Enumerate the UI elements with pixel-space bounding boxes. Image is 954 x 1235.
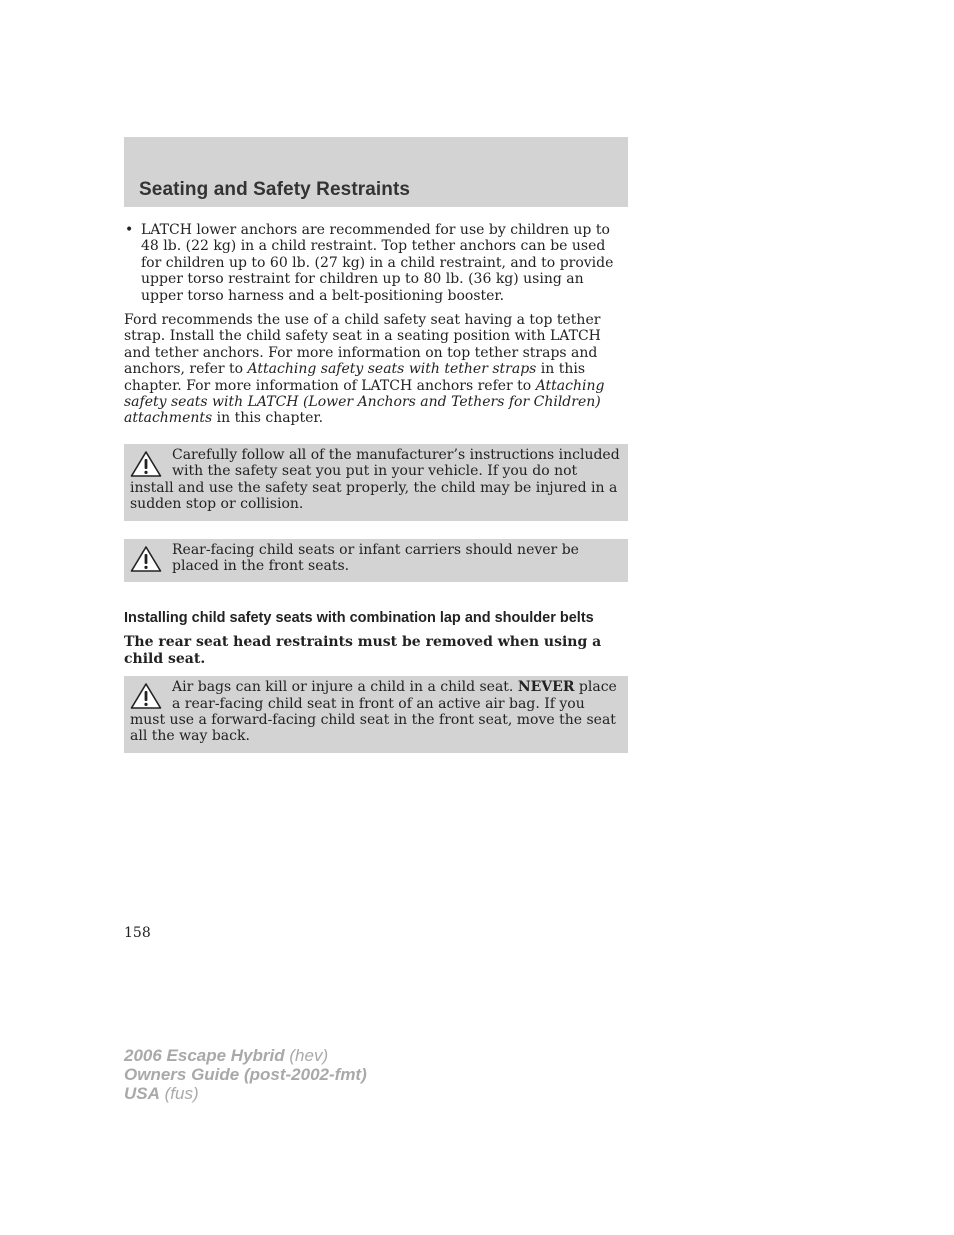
page-content — [124, 222, 628, 771]
warning-box-rear-facing — [124, 539, 628, 583]
page-number: 158 — [124, 925, 151, 941]
footer-model-code: (hev) — [284, 1046, 329, 1065]
footer-model: 2006 Escape Hybrid — [124, 1046, 285, 1065]
warning-text-part: place a rear-facing child seat in front of an active air bag. If you must use a forward-facing child seat in the front seat, move the seat all the way back. — [130, 679, 617, 745]
warning-emphasis: NEVER — [517, 679, 575, 696]
bullet-dot: • — [125, 222, 134, 238]
section-header-band — [124, 137, 628, 207]
warning-text: Carefully follow all of the manufacturer’s instructions included with the safety seat you put in your vehicle. If you do not install and use the safety seat properly, the child may be injured in a sudden stop or collision. — [130, 446, 620, 513]
head-restraint-note: The rear seat head restraints must be removed when using a child seat. — [124, 634, 602, 667]
warning-box-manufacturer — [124, 444, 628, 521]
subsection-heading: Installing child safety seats with combination lap and shoulder belts — [124, 610, 594, 627]
warning-text-part: Air bags can kill or injure a child in a child seat. — [172, 679, 518, 696]
warning-box-air-bag — [124, 676, 628, 753]
warning-triangle-icon — [130, 682, 162, 710]
footer-line-1 — [124, 1046, 367, 1065]
bullet-list — [124, 222, 628, 304]
warning-text: Rear-facing child seats or infant carriers should never be placed in the front seats. — [172, 541, 579, 574]
bullet-text: LATCH lower anchors are recommended for use by children up to 48 lb. (22 kg) in a child restraint. Top tether anchors can be used for children up to 60 lb. (27 kg) in a child restraint, and to provide upper torso restraint for children up to 80 lb. (36 kg) using an upper torso harness and a belt-positioning booster. — [141, 222, 614, 304]
footer-market: USA — [124, 1084, 160, 1103]
cross-reference-tether: Attaching safety seats with tether straps — [247, 361, 537, 378]
footer-line-3 — [124, 1084, 367, 1103]
list-item — [124, 222, 628, 304]
warning-triangle-icon — [130, 450, 162, 478]
paragraph-text: in this chapter. For more information of LATCH anchors refer to — [124, 361, 586, 394]
footer-line-2 — [124, 1065, 367, 1084]
footer-market-code: (fus) — [159, 1084, 199, 1103]
paragraph-text: Ford recommends the use of a child safety seat having a top tether strap. Install the child safety seat in a seating position with LATCH and tether anchors. For more information on top tether straps and anchors, refer to — [124, 312, 601, 378]
paragraph-text: in this chapter. — [212, 410, 324, 427]
cross-reference-latch: Attaching safety seats with LATCH (Lower Anchors and Tethers for Children) attachments — [124, 377, 605, 427]
section-title: Seating and Safety Restraints — [139, 179, 411, 200]
latch-paragraph — [124, 312, 628, 427]
document-footer — [124, 1046, 367, 1103]
warning-triangle-icon — [130, 545, 162, 573]
footer-guide: Owners Guide (post-2002-fmt) — [124, 1065, 367, 1084]
warning-text — [130, 679, 620, 745]
